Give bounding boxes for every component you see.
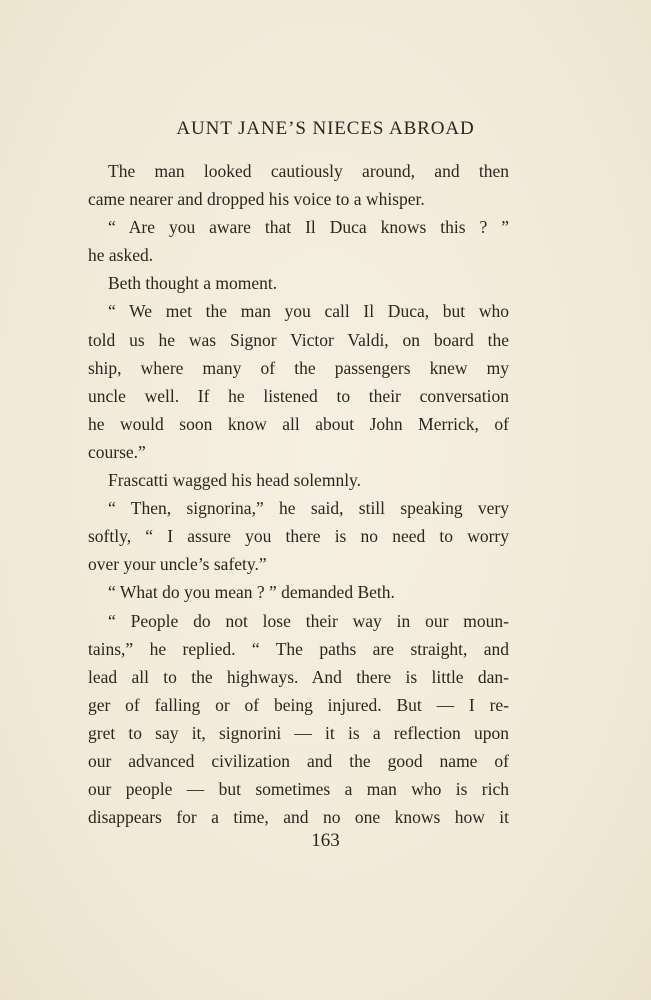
text-line: he would soon know all about John Merrick, of	[88, 413, 509, 434]
text-line: softly, “ I assure you there is no need to worry	[88, 526, 509, 547]
running-head: AUNT JANE’S NIECES ABROAD	[176, 118, 475, 139]
text-line: “ Are you aware that Il Duca knows this ? ”	[108, 217, 509, 238]
text-line: Beth thought a moment.	[108, 273, 278, 294]
text-line: lead all to the highways. And there is little dan-	[88, 666, 509, 687]
text-line: “ People do not lose their way in our moun-	[108, 610, 509, 631]
text-line: uncle well. If he listened to their conversation	[88, 385, 509, 406]
text-line: The man looked cautiously around, and then	[108, 161, 509, 181]
text-line: course.”	[88, 441, 146, 462]
text-line: told us he was Signor Victor Valdi, on board the	[88, 329, 509, 350]
text-line: tains,” he replied. “ The paths are straight, and	[88, 638, 509, 659]
text-line: gret to say it, signorini — it is a reflection upon	[88, 722, 509, 743]
page-number: 163	[311, 830, 340, 851]
text-line: ger of falling or of being injured. But — I re-	[88, 694, 509, 715]
text-line: our advanced civilization and the good name of	[88, 750, 509, 771]
text-line: “ Then, signorina,” he said, still speaking very	[108, 498, 509, 519]
text-line: our people — but sometimes a man who is rich	[88, 779, 509, 800]
body-text	[88, 157, 509, 831]
text-line: he asked.	[88, 245, 154, 266]
text-line: Frascatti wagged his head solemnly.	[108, 470, 362, 491]
text-line: disappears for a time, and no one knows how it	[88, 807, 509, 828]
text-line: came nearer and dropped his voice to a whisper.	[88, 189, 425, 210]
text-line: “ What do you mean ? ” demanded Beth.	[108, 582, 395, 603]
text-line: “ We met the man you call Il Duca, but who	[108, 301, 509, 322]
text-line: over your uncle’s safety.”	[88, 554, 267, 575]
text-line: ship, where many of the passengers knew my	[88, 357, 509, 378]
